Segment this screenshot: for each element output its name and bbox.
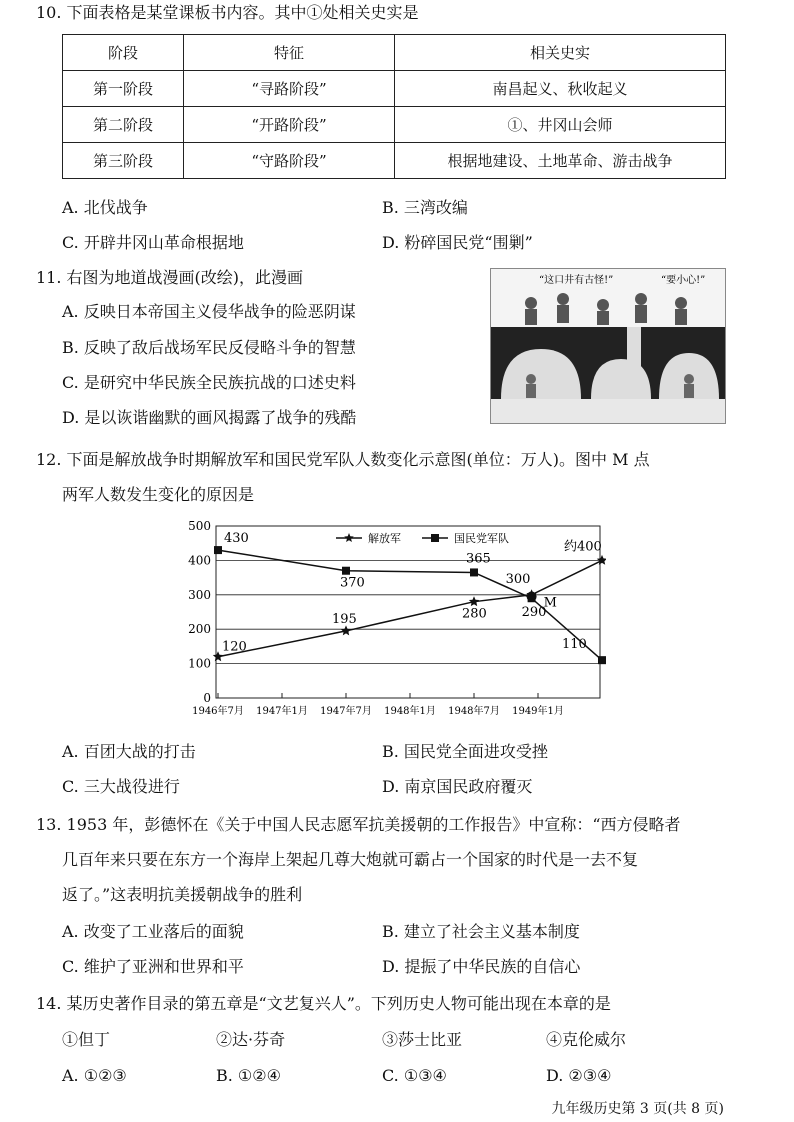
- q14-item-1: ①但丁: [62, 1030, 111, 1049]
- y-tick-label: 300: [188, 587, 211, 602]
- q13-option-d[interactable]: D. 提振了中华民族的自信心: [382, 957, 581, 976]
- table-cell: ①、井冈山会师: [395, 107, 726, 143]
- data-label: 约400: [564, 539, 602, 555]
- q12-option-b[interactable]: B. 国民党全面进攻受挫: [382, 742, 548, 761]
- q14-stem: 14. 某历史著作目录的第五章是“文艺复兴人”。下列历史人物可能出现在本章的是: [36, 994, 611, 1013]
- q14-option-a[interactable]: A. ①②③: [62, 1066, 127, 1085]
- q12-stem-line1: 12. 下面是解放战争时期解放军和国民党军队人数变化示意图(单位：万人)。图中 M 点: [36, 450, 650, 469]
- army-size-line-chart: [186, 518, 606, 728]
- q13-line1: 13. 1953 年，彭德怀在《关于中国人民志愿军抗美援朝的工作报告》中宣称：“西方侵略者: [36, 815, 681, 834]
- legend-label: 国民党军队: [454, 532, 509, 545]
- y-tick-label: 500: [188, 519, 211, 533]
- x-tick-label: 1949年1月: [512, 706, 564, 717]
- table-cell: 第一阶段: [63, 71, 184, 107]
- tunnel-war-cartoon: [490, 268, 726, 424]
- q14-option-b[interactable]: B. ①②④: [216, 1066, 281, 1085]
- q11-option-c[interactable]: C. 是研究中华民族全民族抗战的口述史料: [62, 373, 356, 392]
- square-marker: [598, 656, 606, 664]
- q13-option-c[interactable]: C. 维护了亚洲和世界和平: [62, 957, 244, 976]
- star-marker: [469, 596, 479, 606]
- table-header: 相关史实: [395, 35, 726, 71]
- data-label: 280: [462, 606, 487, 622]
- data-label: 195: [332, 611, 357, 627]
- star-marker: [597, 555, 606, 565]
- y-tick-label: 400: [188, 553, 211, 568]
- cartoon-bubble: “这口井有古怪!”: [539, 275, 614, 286]
- table-cell: 南昌起义、秋收起义: [395, 71, 726, 107]
- y-tick-label: 0: [203, 691, 211, 705]
- q11-stem: 11. 右图为地道战漫画(改绘)，此漫画: [36, 268, 304, 287]
- data-label: 290: [521, 605, 547, 621]
- data-label: 300: [505, 571, 531, 587]
- q14-item-3: ③莎士比亚: [382, 1030, 463, 1049]
- square-marker: [470, 568, 478, 576]
- m-point-label: M: [543, 595, 557, 611]
- m-point-marker: [527, 592, 537, 602]
- q13-line2: 几百年来只要在东方一个海岸上架起几尊大炮就可霸占一个国家的时代是一去不复: [62, 850, 639, 869]
- table-header: 特征: [184, 35, 395, 71]
- square-marker: [342, 567, 350, 575]
- data-label: 365: [466, 551, 491, 567]
- square-marker: [214, 546, 222, 554]
- data-label: 110: [562, 637, 587, 653]
- legend-square-marker: [431, 534, 439, 542]
- y-tick-label: 100: [188, 656, 211, 671]
- legend-label: 解放军: [368, 532, 401, 545]
- cartoon-bubble: “要小心!”: [661, 275, 706, 286]
- table-cell: 根据地建设、土地革命、游击战争: [395, 143, 726, 179]
- x-tick-label: 1948年7月: [448, 706, 500, 717]
- table-cell: 第三阶段: [63, 143, 184, 179]
- data-label: 430: [224, 531, 249, 547]
- q13-option-a[interactable]: A. 改变了工业落后的面貌: [62, 922, 244, 941]
- q13-option-b[interactable]: B. 建立了社会主义基本制度: [382, 922, 580, 941]
- q14-option-d[interactable]: D. ②③④: [546, 1066, 612, 1085]
- q10-option-d[interactable]: D. 粉碎国民党“围剿”: [382, 233, 533, 252]
- page-footer: 九年级历史第 3 页(共 8 页): [551, 1101, 724, 1117]
- table-cell: “守路阶段”: [184, 143, 395, 179]
- q11-option-b[interactable]: B. 反映了敌后战场军民反侵略斗争的智慧: [62, 338, 356, 357]
- q10-option-a[interactable]: A. 北伐战争: [62, 198, 148, 217]
- table-cell: “寻路阶段”: [184, 71, 395, 107]
- table-cell: “开路阶段”: [184, 107, 395, 143]
- q14-item-2: ②达·芬奇: [216, 1030, 286, 1049]
- q14-option-c[interactable]: C. ①③④: [382, 1066, 447, 1085]
- q10-stem: 10. 下面表格是某堂课板书内容。其中①处相关史实是: [36, 3, 419, 22]
- q12-option-a[interactable]: A. 百团大战的打击: [62, 742, 196, 761]
- q12-option-c[interactable]: C. 三大战役进行: [62, 777, 180, 796]
- q11-option-d[interactable]: D. 是以诙谐幽默的画风揭露了战争的残酷: [62, 408, 357, 427]
- q14-item-4: ④克伦威尔: [546, 1030, 627, 1049]
- data-label: 370: [340, 575, 365, 591]
- y-tick-label: 200: [188, 622, 211, 637]
- legend-star-marker: [344, 533, 354, 542]
- table-header: 阶段: [63, 35, 184, 71]
- x-tick-label: 1948年1月: [384, 706, 436, 717]
- q10-option-c[interactable]: C. 开辟井冈山革命根据地: [62, 233, 244, 252]
- q11-option-a[interactable]: A. 反映日本帝国主义侵华战争的险恶阴谋: [62, 302, 356, 321]
- q13-line3: 返了。”这表明抗美援朝战争的胜利: [62, 885, 303, 904]
- q10-option-b[interactable]: B. 三湾改编: [382, 198, 468, 217]
- x-tick-label: 1947年1月: [256, 706, 308, 717]
- q10-table: [62, 34, 726, 179]
- table-cell: 第二阶段: [63, 107, 184, 143]
- data-label: 120: [222, 639, 247, 655]
- q12-option-d[interactable]: D. 南京国民政府覆灭: [382, 777, 533, 796]
- q12-stem-line2: 两军人数发生变化的原因是: [62, 485, 255, 504]
- x-tick-label: 1946年7月: [192, 706, 244, 717]
- x-tick-label: 1947年7月: [320, 706, 372, 717]
